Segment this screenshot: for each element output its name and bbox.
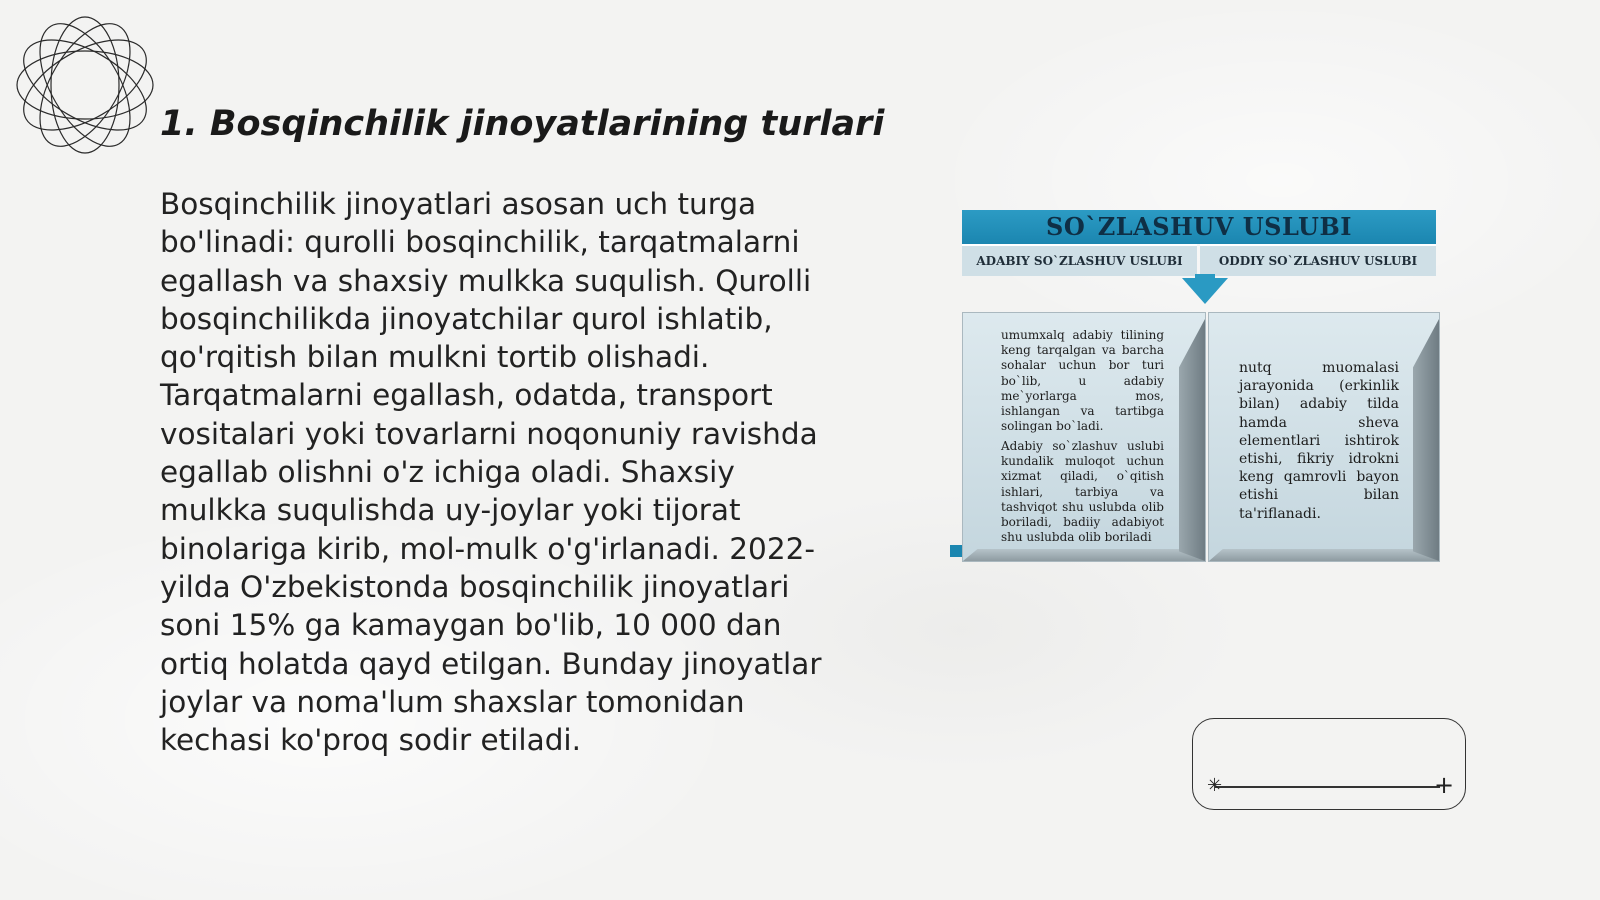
left-panel-text-2: Adabiy so`zlashuv uslubi kundalik muloqot uchun xizmat qiladi, o`qitish ishlari, tarbiya va tashviqot shu uslubda olib boriladi, badiiy adabiyot shu uslubda olib boriladi — [1001, 439, 1164, 545]
right-panel-text: nutq muomalasi jarayonida (erkinlik bilan) adabiy tilda hamda sheva elementlari ishtirok etishi, fikriy idrokni keng qamrovli bayon etishi bilan ta'riflanadi. — [1239, 360, 1399, 522]
ring-ornament-icon — [10, 10, 160, 160]
diagram-corner-mark — [950, 545, 962, 557]
diagram-right-panel — [1208, 312, 1440, 562]
sparkle-icon: ✳ — [1207, 775, 1223, 796]
style-diagram — [950, 200, 1450, 570]
slide-body-text: Bosqinchilik jinoyatlari asosan uch turga bo'linadi: qurolli bosqinchilik, tarqatmalarni egallash va shaxsiy mulkka suqulish. Qurolli bosqinchilikda jinoyatchilar qurol ishlatib, qo'rqitish bilan mulkni tortib olishadi. Tarqatmalarni egallash, odatda, transport vositalari yoki tovarlarni noqonuniy ravishda egallab olishni o'z ichiga oladi. Shaxsiy mulkka suqulishda uy-joylar yoki tijorat binolariga kirib, mol-mulk o'g'irlanadi. 2022-yilda O'zbekistonda bosqinchilik jinoyatlari soni 15% ga kamaygan bo'lib, 10 000 dan ortiq holatda qayd etilgan. Bunday jinoyatlar joylar va noma'lum shaxslar tomonidan kechasi ko'proq sodir etiladi. — [160, 187, 822, 758]
diagram-left-panel — [962, 312, 1206, 562]
decorative-line — [1215, 786, 1440, 788]
diagram-header: SO`ZLASHUV USLUBI — [962, 210, 1436, 244]
slide-title: 1. Bosqinchilik jinoyatlarining turlari — [160, 104, 885, 144]
decorative-rounded-box — [1192, 718, 1466, 810]
diagram-left-label: ADABIY SO`ZLASHUV USLUBI — [962, 244, 1197, 276]
plus-icon: + — [1434, 771, 1455, 799]
down-arrow-icon — [1182, 278, 1228, 304]
left-panel-text-1: umumxalq adabiy tilining keng tarqalgan va barcha sohalar uchun bor turi bo`lib, u adabiy me`yorlarga mos, ishlangan va tartibga solingan bo`ladi. — [1001, 328, 1164, 434]
diagram-right-label: ODDIY SO`ZLASHUV USLUBI — [1200, 244, 1436, 276]
